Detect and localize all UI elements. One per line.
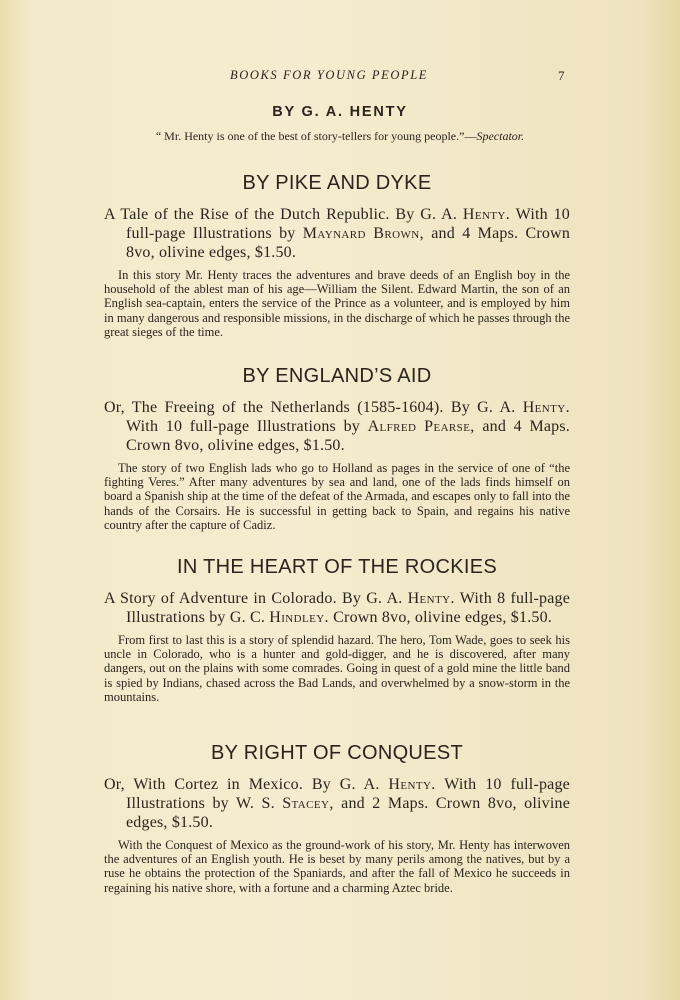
book-description: Or, With Cortez in Mexico. By G. A. Henty. With 10 full-page Illustrations by W. S. Stacey, and 2 Maps. Crown 8vo, olivine edges, $1.50. xyxy=(104,776,570,831)
book-description: A Story of Adventure in Colorado. By G. A. Henty. With 8 full-page Illustrations by G. C. Hindley. Crown 8vo, olivine edges, $1.50. xyxy=(104,590,570,626)
book-blurb: From first to last this is a story of splendid hazard. The hero, Tom Wade, goes to seek his uncle in Colorado, who is a hunter and gold-digger, and he is discovered, after many dangers, out on the plains with some comrades. Going in quest of a gold mine the little band is spied by Indians, chased across the Bad Lands, and overwhelmed by a snow-storm in the mountains. xyxy=(104,633,570,704)
book-title: BY PIKE AND DYKE xyxy=(242,172,432,194)
author-heading: BY G. A. HENTY xyxy=(272,104,408,120)
book-blurb: With the Conquest of Mexico as the ground-work of his story, Mr. Henty has interwoven the adventures of an English youth. He is beset by many perils among the natives, but by a ruse he obtains the protection of the Spaniards, and after the fall of Mexico he succeeds in regaining his native shore, with a fortune and a charming Aztec bride. xyxy=(104,838,570,895)
book-title: BY RIGHT OF CONQUEST xyxy=(211,742,463,764)
review-quote xyxy=(110,129,570,144)
page-number: 7 xyxy=(558,68,565,83)
book-description: A Tale of the Rise of the Dutch Republic. By G. A. Henty. With 10 full-page Illustrations by Maynard Brown, and 4 Maps. Crown 8vo, olivine edges, $1.50. xyxy=(104,206,571,261)
book-entry-pike-and-dyke xyxy=(104,172,570,339)
book-entry-heart-of-the-rockies xyxy=(104,556,570,704)
book-description: Or, The Freeing of the Netherlands (1585-1604). By G. A. Henty. With 10 full-page Illustrations by Alfred Pearse, and 4 Maps. Crown 8vo, olivine edges, $1.50. xyxy=(104,399,570,454)
quote-source: Spectator. xyxy=(476,129,525,143)
book-blurb: In this story Mr. Henty traces the adventures and brave deeds of an English boy in the household of the ablest man of his age—William the Silent. Edward Martin, the son of an English sea-captain, enters the service of the Prince as a volunteer, and is employed by him in many dangerous and responsible missions, in the discharge of which he passes through the great sieges of the time. xyxy=(104,268,571,339)
quote-text: “ Mr. Henty is one of the best of story-tellers for young people.”— xyxy=(155,129,477,143)
book-title: BY ENGLAND’S AID xyxy=(242,365,432,387)
running-title: BOOKS FOR YOUNG PEOPLE xyxy=(230,68,429,82)
running-head xyxy=(0,68,680,88)
book-entry-englands-aid xyxy=(104,365,570,532)
book-title: IN THE HEART OF THE ROCKIES xyxy=(176,556,497,578)
book-entry-right-of-conquest xyxy=(104,742,570,895)
book-blurb: The story of two English lads who go to Holland as pages in the service of one of “the fighting Veres.” After many adventures by sea and land, one of the lads finds himself on board a Spanish ship at the time of the defeat of the Armada, and escapes only to fall into the hands of the Corsairs. He is successful in getting back to Spain, and regains his native country after the capture of Cadiz. xyxy=(104,461,570,532)
